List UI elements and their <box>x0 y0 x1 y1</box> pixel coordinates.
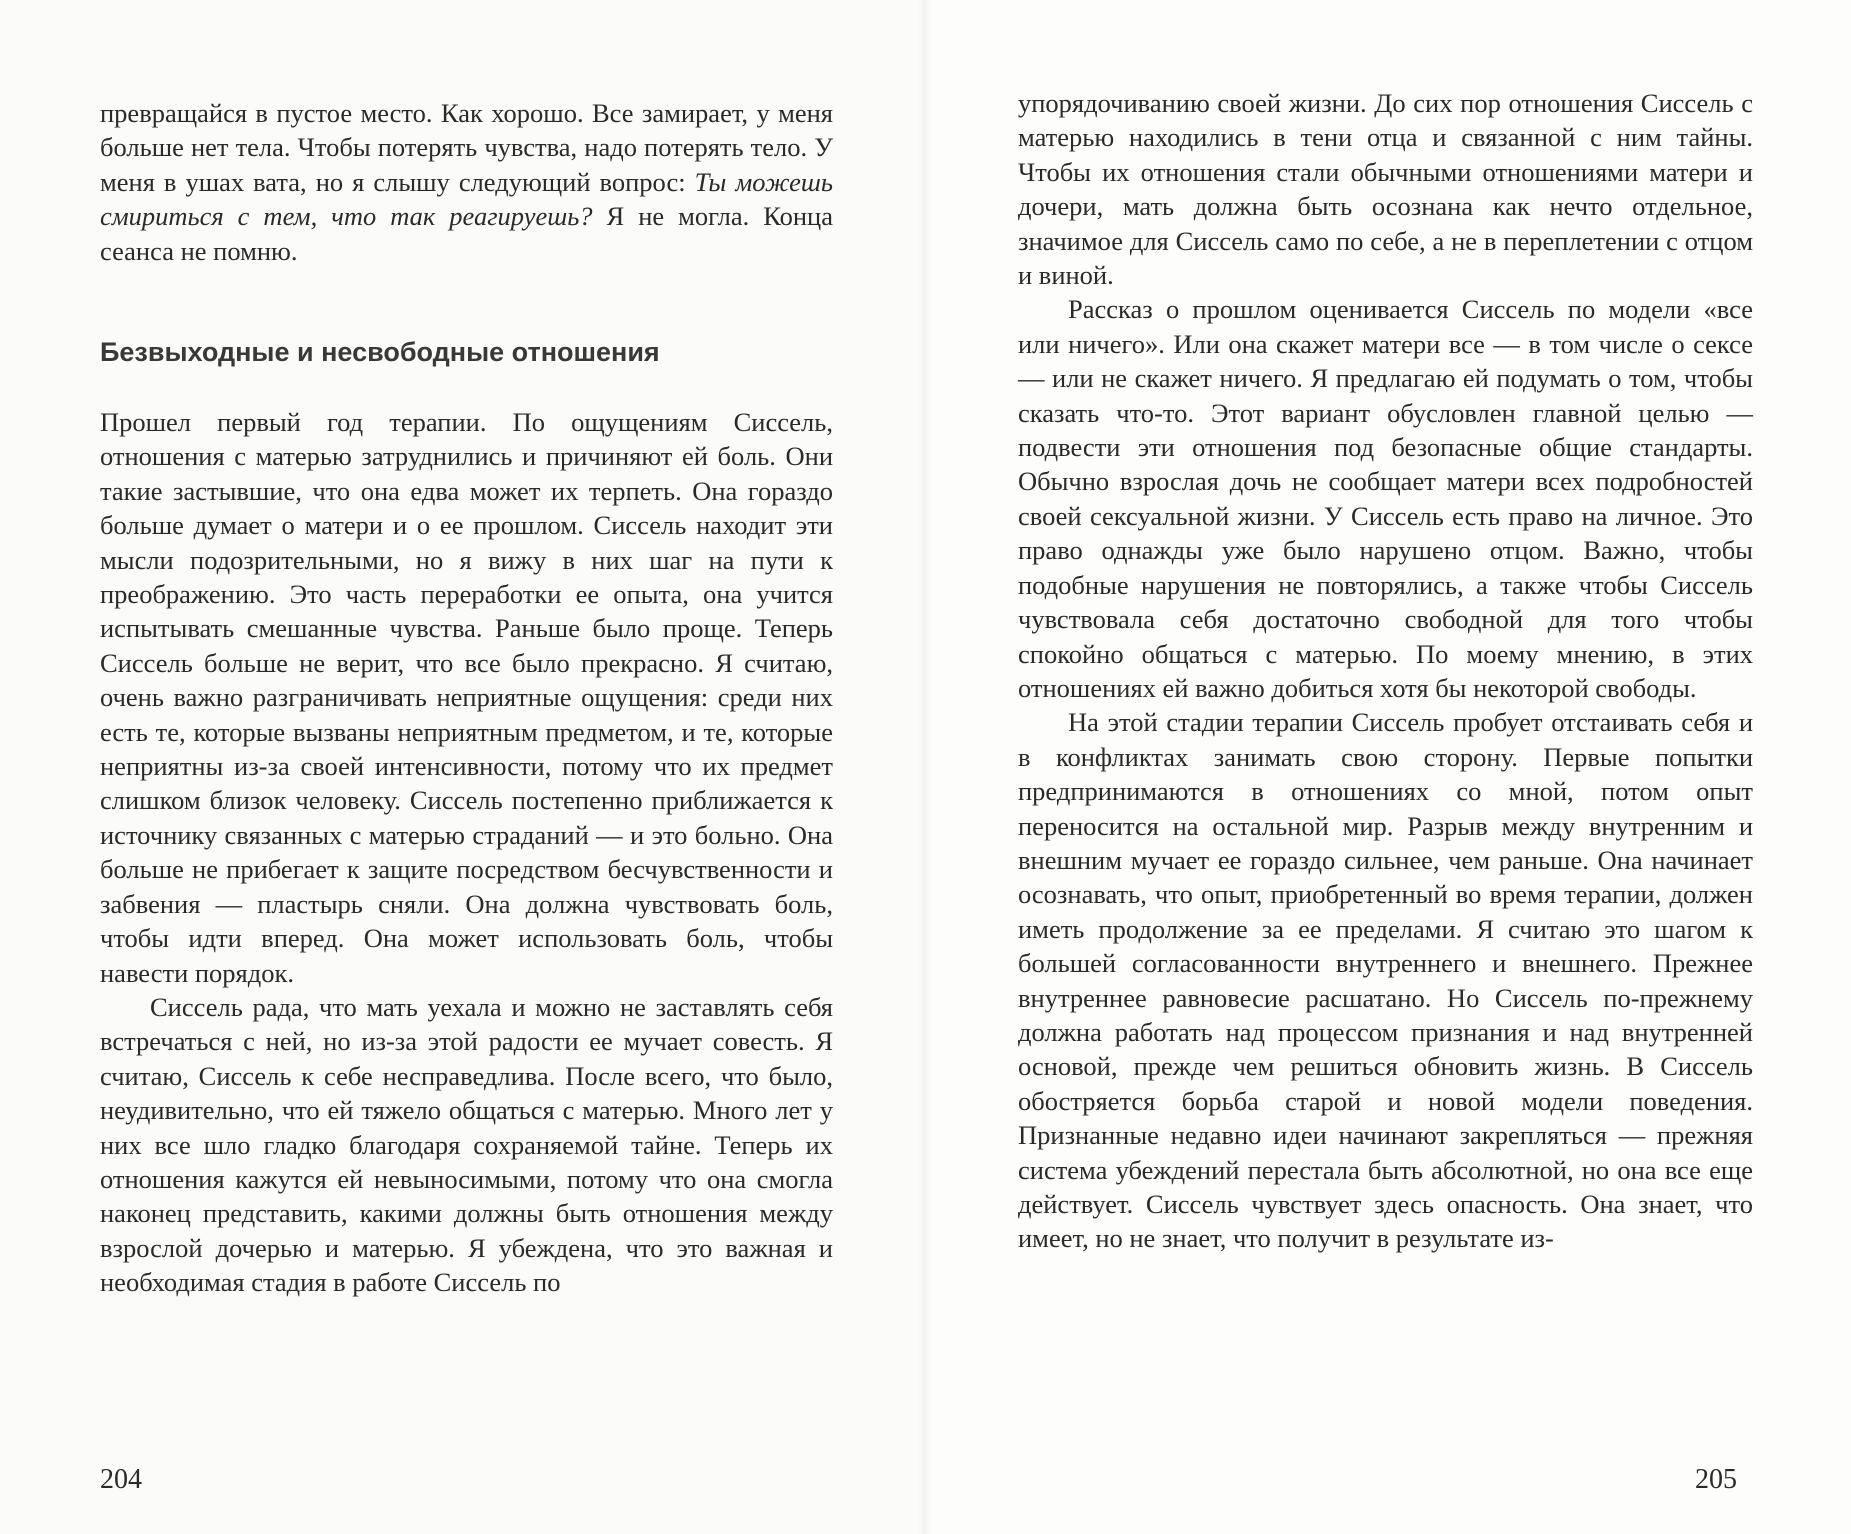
right-paragraph-3: На этой стадии терапии Сиссель пробует отстаивать себя и в конфликтах занимать свою сторону. Первые попытки предпринимаются в отношениях со мной, потом опыт переносится на остальной мир. Разрыв между внутренним и внешним мучает ее гораздо сильнее, чем раньше. Она начинает осознавать, что опыт, приобретенный во время терапии, должен иметь продолжение за ее пределами. Я считаю это шагом к большей согласованности внутреннего и внешнего. Прежнее внутреннее равновесие расшатано. Но Сиссель по-прежнему должна работать над процессом признания и над внутренней основой, прежде чем решиться обновить жизнь. В Сиссель обостряется борьба старой и новой модели поведения. Признанные недавно идеи начинают закрепляться — прежняя система убеждений перестала быть абсолютной, но она все еще действует. Сиссель чувствует здесь опасность. Она знает, что имеет, но не знает, что получит в результате из- <box>1018 707 1753 1254</box>
page-number-left: 204 <box>100 1464 142 1495</box>
page-number-right: 205 <box>1695 1464 1737 1495</box>
intro-text-start: превращайся в пустое место. Как хорошо. Все замирает, у меня больше нет тела. Чтобы потерять чувства, надо потерять тело. У меня в ушах вата, но я слышу следующий вопрос: <box>100 98 833 197</box>
left-paragraph-2: Сиссель рада, что мать уехала и можно не заставлять себя встречаться с ней, но из-за этой радости ее мучает совесть. Я считаю, Сиссель к себе несправедлива. После всего, что было, неудивительно, что ей тяжело общаться с матерью. Много лет у них все шло гладко благодаря сохраняемой тайне. Теперь их отношения кажутся ей невыносимыми, потому что она смогла наконец представить, какими должны быть отношения между взрослой дочерью и матерью. Я убеждена, что это важная и необходимая стадия в работе Сиссель по <box>100 991 833 1298</box>
intro-paragraph <box>100 96 833 268</box>
left-page-body <box>100 405 833 1300</box>
section-heading: Безвыходные и несвободные отношения <box>100 337 660 367</box>
book-gutter <box>918 0 932 1534</box>
left-paragraph-1: Прошел первый год терапии. По ощущениям Сиссель, отношения с матерью затруднились и причиняют ей боль. Они такие застывшие, что она едва может их терпеть. Она гораздо больше думает о матери и о ее прошлом. Сиссель находит эти мысли подозрительными, но я вижу в них шаг на пути к преображению. Это часть переработки ее опыта, она учится испытывать смешанные чувства. Раньше было проще. Теперь Сиссель больше не верит, что все было прекрасно. Я считаю, очень важно разграничивать неприятные ощущения: среди них есть те, которые вызваны неприятным предметом, и те, которые неприятны из-за своей интенсивности, потому что их предмет слишком близок человеку. Сиссель постепенно приближается к источнику связанных с матерью страданий — и это больно. Она больше не прибегает к защите посредством бесчувственности и забвения — пластырь сняли. Она должна чувствовать боль, чтобы идти вперед. Она может использовать боль, чтобы навести порядок. <box>100 407 833 988</box>
right-page-body <box>1018 86 1753 1256</box>
left-page-intro <box>100 96 833 268</box>
intro-text-end: Я не могла. Конца сеанса не помню. <box>100 201 833 266</box>
right-paragraph-2: Рассказ о прошлом оценивается Сиссель по модели «все или ничего». Или она скажет матери все — в том числе о сексе — или не скажет ничего. Я предлагаю ей подумать о том, чтобы сказать что-то. Этот вариант обусловлен главной целью — подвести эти отношения под безопасные общие стандарты. Обычно взрослая дочь не сообщает матери всех подробностей своей сексуальной жизни. У Сиссель есть право на личное. Это право однажды уже было нарушено отцом. Важно, чтобы подобные нарушения не повторялись, а также чтобы Сиссель чувствовала себя достаточно свободной для того чтобы спокойно общаться с матерью. По моему мнению, в этих отношениях ей важно добиться хотя бы некоторой свободы. <box>1018 294 1753 703</box>
intro-italic-question: Ты можешь смириться с тем, что так реагируешь? <box>100 166 833 232</box>
right-paragraph-1: упорядочиванию своей жизни. До сих пор отношения Сиссель с матерью находились в тени отца и связанной с ним тайны. Чтобы их отношения стали обычными отношениями матери и дочери, мать должна быть осознана как нечто отдельное, значимое для Сиссель само по себе, а не в переплетении с отцом и виной. <box>1018 88 1753 291</box>
